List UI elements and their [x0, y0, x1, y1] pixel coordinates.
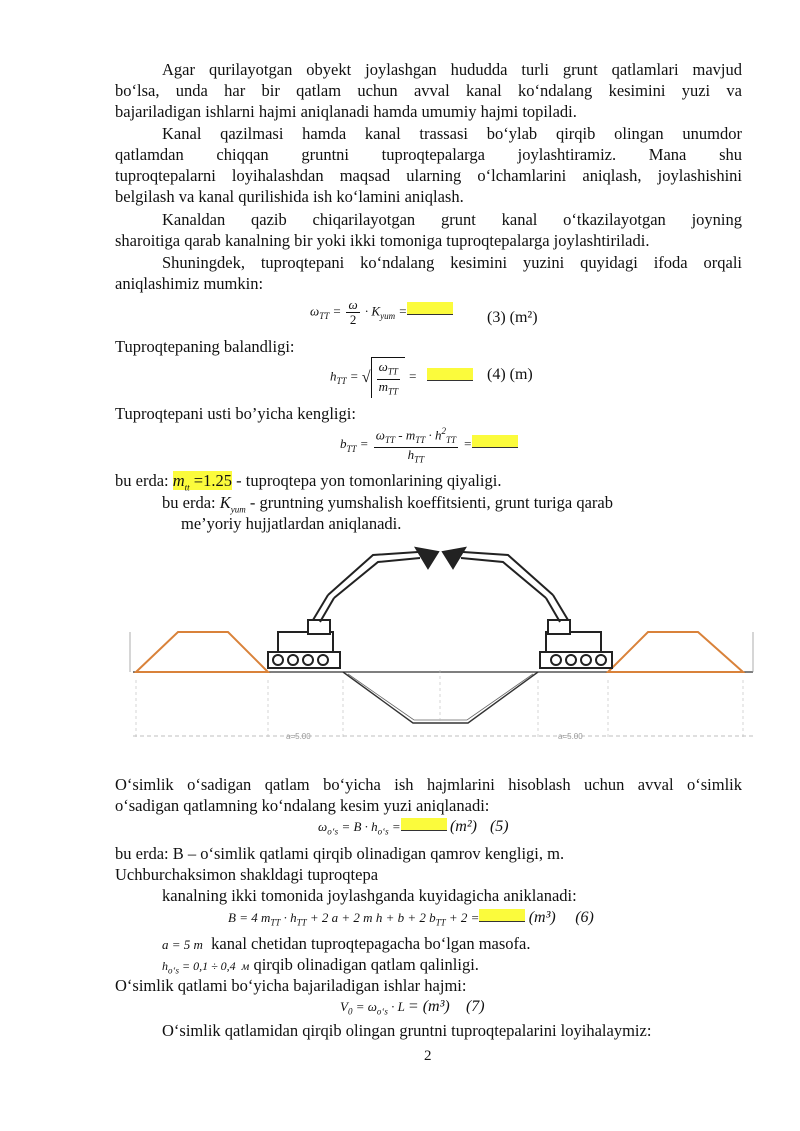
a-definition: a = 5 m kanal chetidan tuproqtepagacha bo‘lgan masofa. — [162, 934, 531, 953]
loyiha-text: O‘simlik qatlamidan qirqib olingan gruntni tuproqtepalarini loyihalaymiz: — [162, 1021, 652, 1040]
formula-3-label: (3) (m²) — [487, 309, 538, 326]
canal-section — [343, 672, 538, 723]
formula-width: $b_{TT}$ = $\frac{\omega_{TT} - m_{TT} \cdot h^2_{TT}}{h_{TT}}$ = — [340, 424, 518, 467]
formula-6: B = 4 $m_{TT} \cdot h_{TT} + 2$ a + 2 m h + b + 2 $b_{TT} + 2 = (m^3)$ (6) — [228, 909, 594, 928]
right-excavator-icon — [443, 548, 612, 668]
p2-line-3: tuproqtepalarni loyihalashdan maqsad ularning o‘lchamlarini aniqlash, joylashishini — [115, 166, 742, 185]
dim-a-left: a=5.00 — [286, 732, 311, 741]
formula-5: $\omega_{o‘s} = B \cdot h_{o‘s} = (m^2)$ (5) — [318, 818, 509, 837]
bu-erda-b: bu erda: B – o‘simlik qatlami qirqib olinadigan qamrov kengligi, m. — [115, 844, 565, 863]
canal-cross-section-drawing — [128, 540, 758, 750]
p4-line-1: Shuningdek, tuproqtepani ko‘ndalang kesimini yuzini quyidagi ifoda orqali — [162, 253, 742, 272]
dim-a-right: a=5.00 — [558, 732, 583, 741]
formula-4-label: (4) (m) — [487, 366, 533, 383]
p2-line-4: belgilash va kanal qurilishida ish ko‘lamini aniqlash. — [115, 187, 464, 206]
left-excavator-icon — [268, 548, 438, 668]
p3-line-2: sharoitiga qarab kanalning bir yoki ikki tomoniga tuproqtepalarga joylashtiriladi. — [115, 231, 650, 250]
hajm-text: O‘simlik qatlami bo‘yicha bajariladigan ishlar hajmi: — [115, 976, 467, 995]
width-title: Tuproqtepani usti bo’yicha kengligi: — [115, 404, 356, 423]
p3-line-1: Kanaldan qazib chiqarilayotgan grunt kanal o‘tkazilayotgan joyning — [162, 210, 742, 229]
p1-line-2: bo‘lsa, unda har bir qatlam uchun avval kanal ko‘ndalang kesimini yuzi va — [115, 81, 742, 100]
p2-line-1: Kanal qazilmasi hamda kanal trassasi bo‘ylab qirqib olingan unumdor — [162, 124, 742, 143]
uchburchak-text: Uchburchaksimon shakldagi tuproqtepa — [115, 865, 379, 884]
height-title: Tuproqtepaning balandligi: — [115, 337, 295, 356]
left-embankment — [136, 632, 268, 672]
simlik-line-1: O‘simlik o‘sadigan qatlam bo‘yicha ish hajmlarini hisoblash uchun avval o‘simlik — [115, 775, 742, 794]
page-number: 2 — [424, 1048, 432, 1064]
formula-4: $h_{TT}$ = √ $\frac{\omega_{TT}}{m_{TT}}$ = — [330, 357, 473, 398]
p2-line-2: qatlamdan chiqqan gruntni tuproqtepalarga joylashtiramiz. Mana shu — [115, 145, 742, 164]
ikki-tomon-text: kanalning ikki tomonida joylashganda kuyidagicha aniklanadi: — [162, 886, 577, 905]
h-definition: $h_{o‘s} = 0,1 \div 0,4$ м qirqib olinadigan qatlam qalinligi. — [162, 955, 479, 976]
simlik-line-2: o‘sadigan qatlamning ko‘ndalang kesim yuzi aniqlanadi: — [115, 796, 490, 815]
p4-line-2: aniqlashimiz mumkin: — [115, 274, 264, 293]
bu-erda-kyum: bu erda: $K_{yum}$ - gruntning yumshalish koeffitsienti, grunt turiga qarab — [162, 493, 613, 515]
formula-7: $V_0 = \omega_{o‘s} \cdot L = (m^3)$ (7) — [340, 998, 485, 1017]
p1-line-1: Agar qurilayotgan obyekt joylashgan hududda turli grunt qatlamlari mavjud — [162, 60, 742, 79]
right-embankment — [608, 632, 743, 672]
formula-3: $\omega_{TT}$ = $\frac{\omega}{2}$ · $K_{yum}$ = — [310, 298, 453, 327]
bu-erda-kyum-cont: me’yoriy hujjatlardan aniqlanadi. — [181, 514, 402, 533]
bu-erda-mtt: bu erda: $m_{tt} =1.25$ - tuproqtepa yon tomonlarining qiyaligi. — [115, 471, 502, 493]
p1-line-3: bajariladigan ishlarni hajmi aniqlanadi hamda umumiy hajmi topiladi. — [115, 102, 577, 121]
